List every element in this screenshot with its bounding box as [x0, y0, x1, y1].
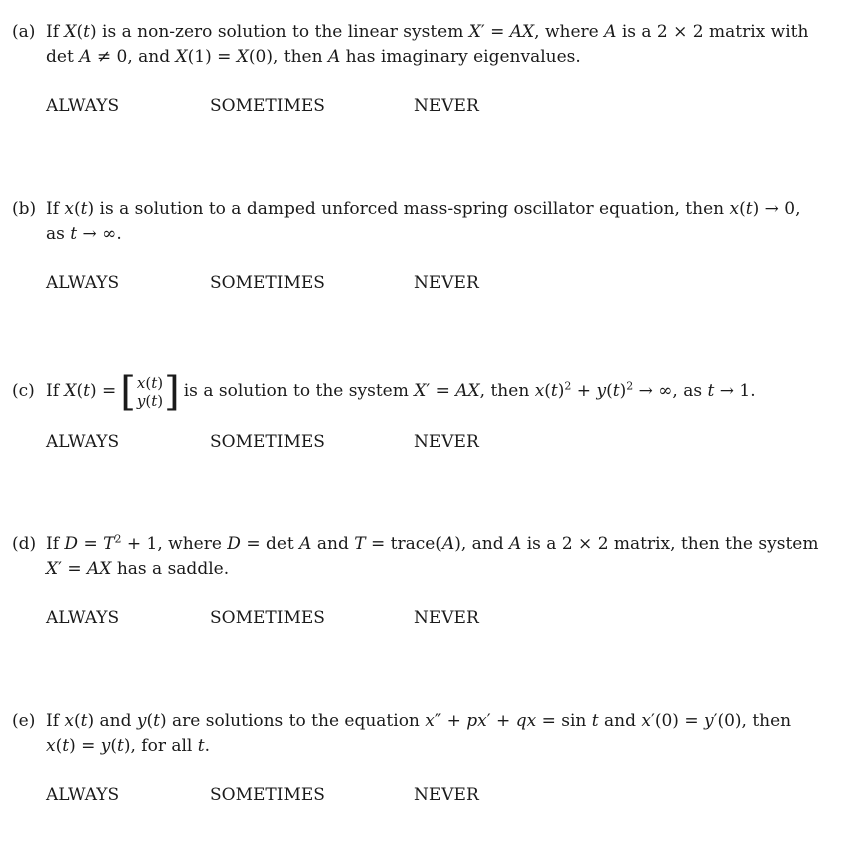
question-label: (a) [12, 22, 36, 42]
choice-never[interactable]: NEVER [414, 608, 479, 628]
choice-always[interactable]: ALWAYS [46, 273, 120, 293]
question-label: (b) [12, 199, 37, 219]
question-label: (c) [12, 381, 35, 401]
question-c [12, 366, 820, 416]
choice-sometimes[interactable]: SOMETIMES [210, 96, 325, 116]
choices-a [46, 96, 546, 120]
question-text: If x(t) and y(t) are solutions to the equation x″ + px′ + qx = sin t and x′(0) = y′(0), then x(t) = y(t), for all t. [46, 711, 792, 756]
question-b [12, 197, 820, 247]
choice-always[interactable]: ALWAYS [46, 96, 120, 116]
question-d [12, 532, 820, 582]
question-text: If $D = T^2 + 1$, where D = det A and T = trace(A), and A is a 2 × 2 matrix, then the system X′ = AX has a saddle. [46, 532, 819, 579]
choices-d [46, 608, 546, 632]
question-text: If x(t) is a solution to a damped unforced mass-spring oscillator equation, then x(t) → 0, as t → ∞. [46, 199, 801, 244]
choice-never[interactable]: NEVER [414, 432, 479, 452]
choices-e [46, 785, 546, 809]
question-text: If X(t) = [ x(t) y(t) ] is a solution to the system X′ = AX, then $x(t)^2 + y(t)^2$ → ∞, as t → 1. [46, 368, 756, 415]
choice-always[interactable]: ALWAYS [46, 432, 120, 452]
question-text: If X(t) is a non-zero solution to the linear system X′ = AX, where A is a 2 × 2 matrix with det A ≠ 0, and X(1) = X(0), then A has imaginary eigenvalues. [46, 22, 809, 67]
choice-always[interactable]: ALWAYS [46, 608, 120, 628]
choice-sometimes[interactable]: SOMETIMES [210, 432, 325, 452]
choice-sometimes[interactable]: SOMETIMES [210, 785, 325, 805]
choices-b [46, 273, 546, 297]
choice-never[interactable]: NEVER [414, 96, 479, 116]
vector-xy: [ x(t) y(t) ] [120, 368, 180, 415]
choice-sometimes[interactable]: SOMETIMES [210, 608, 325, 628]
choice-never[interactable]: NEVER [414, 785, 479, 805]
question-label: (e) [12, 711, 36, 731]
choices-c [46, 432, 546, 456]
choice-sometimes[interactable]: SOMETIMES [210, 273, 325, 293]
question-a [12, 20, 820, 70]
question-label: (d) [12, 534, 37, 554]
question-e [12, 709, 820, 759]
choice-never[interactable]: NEVER [414, 273, 479, 293]
choice-always[interactable]: ALWAYS [46, 785, 120, 805]
